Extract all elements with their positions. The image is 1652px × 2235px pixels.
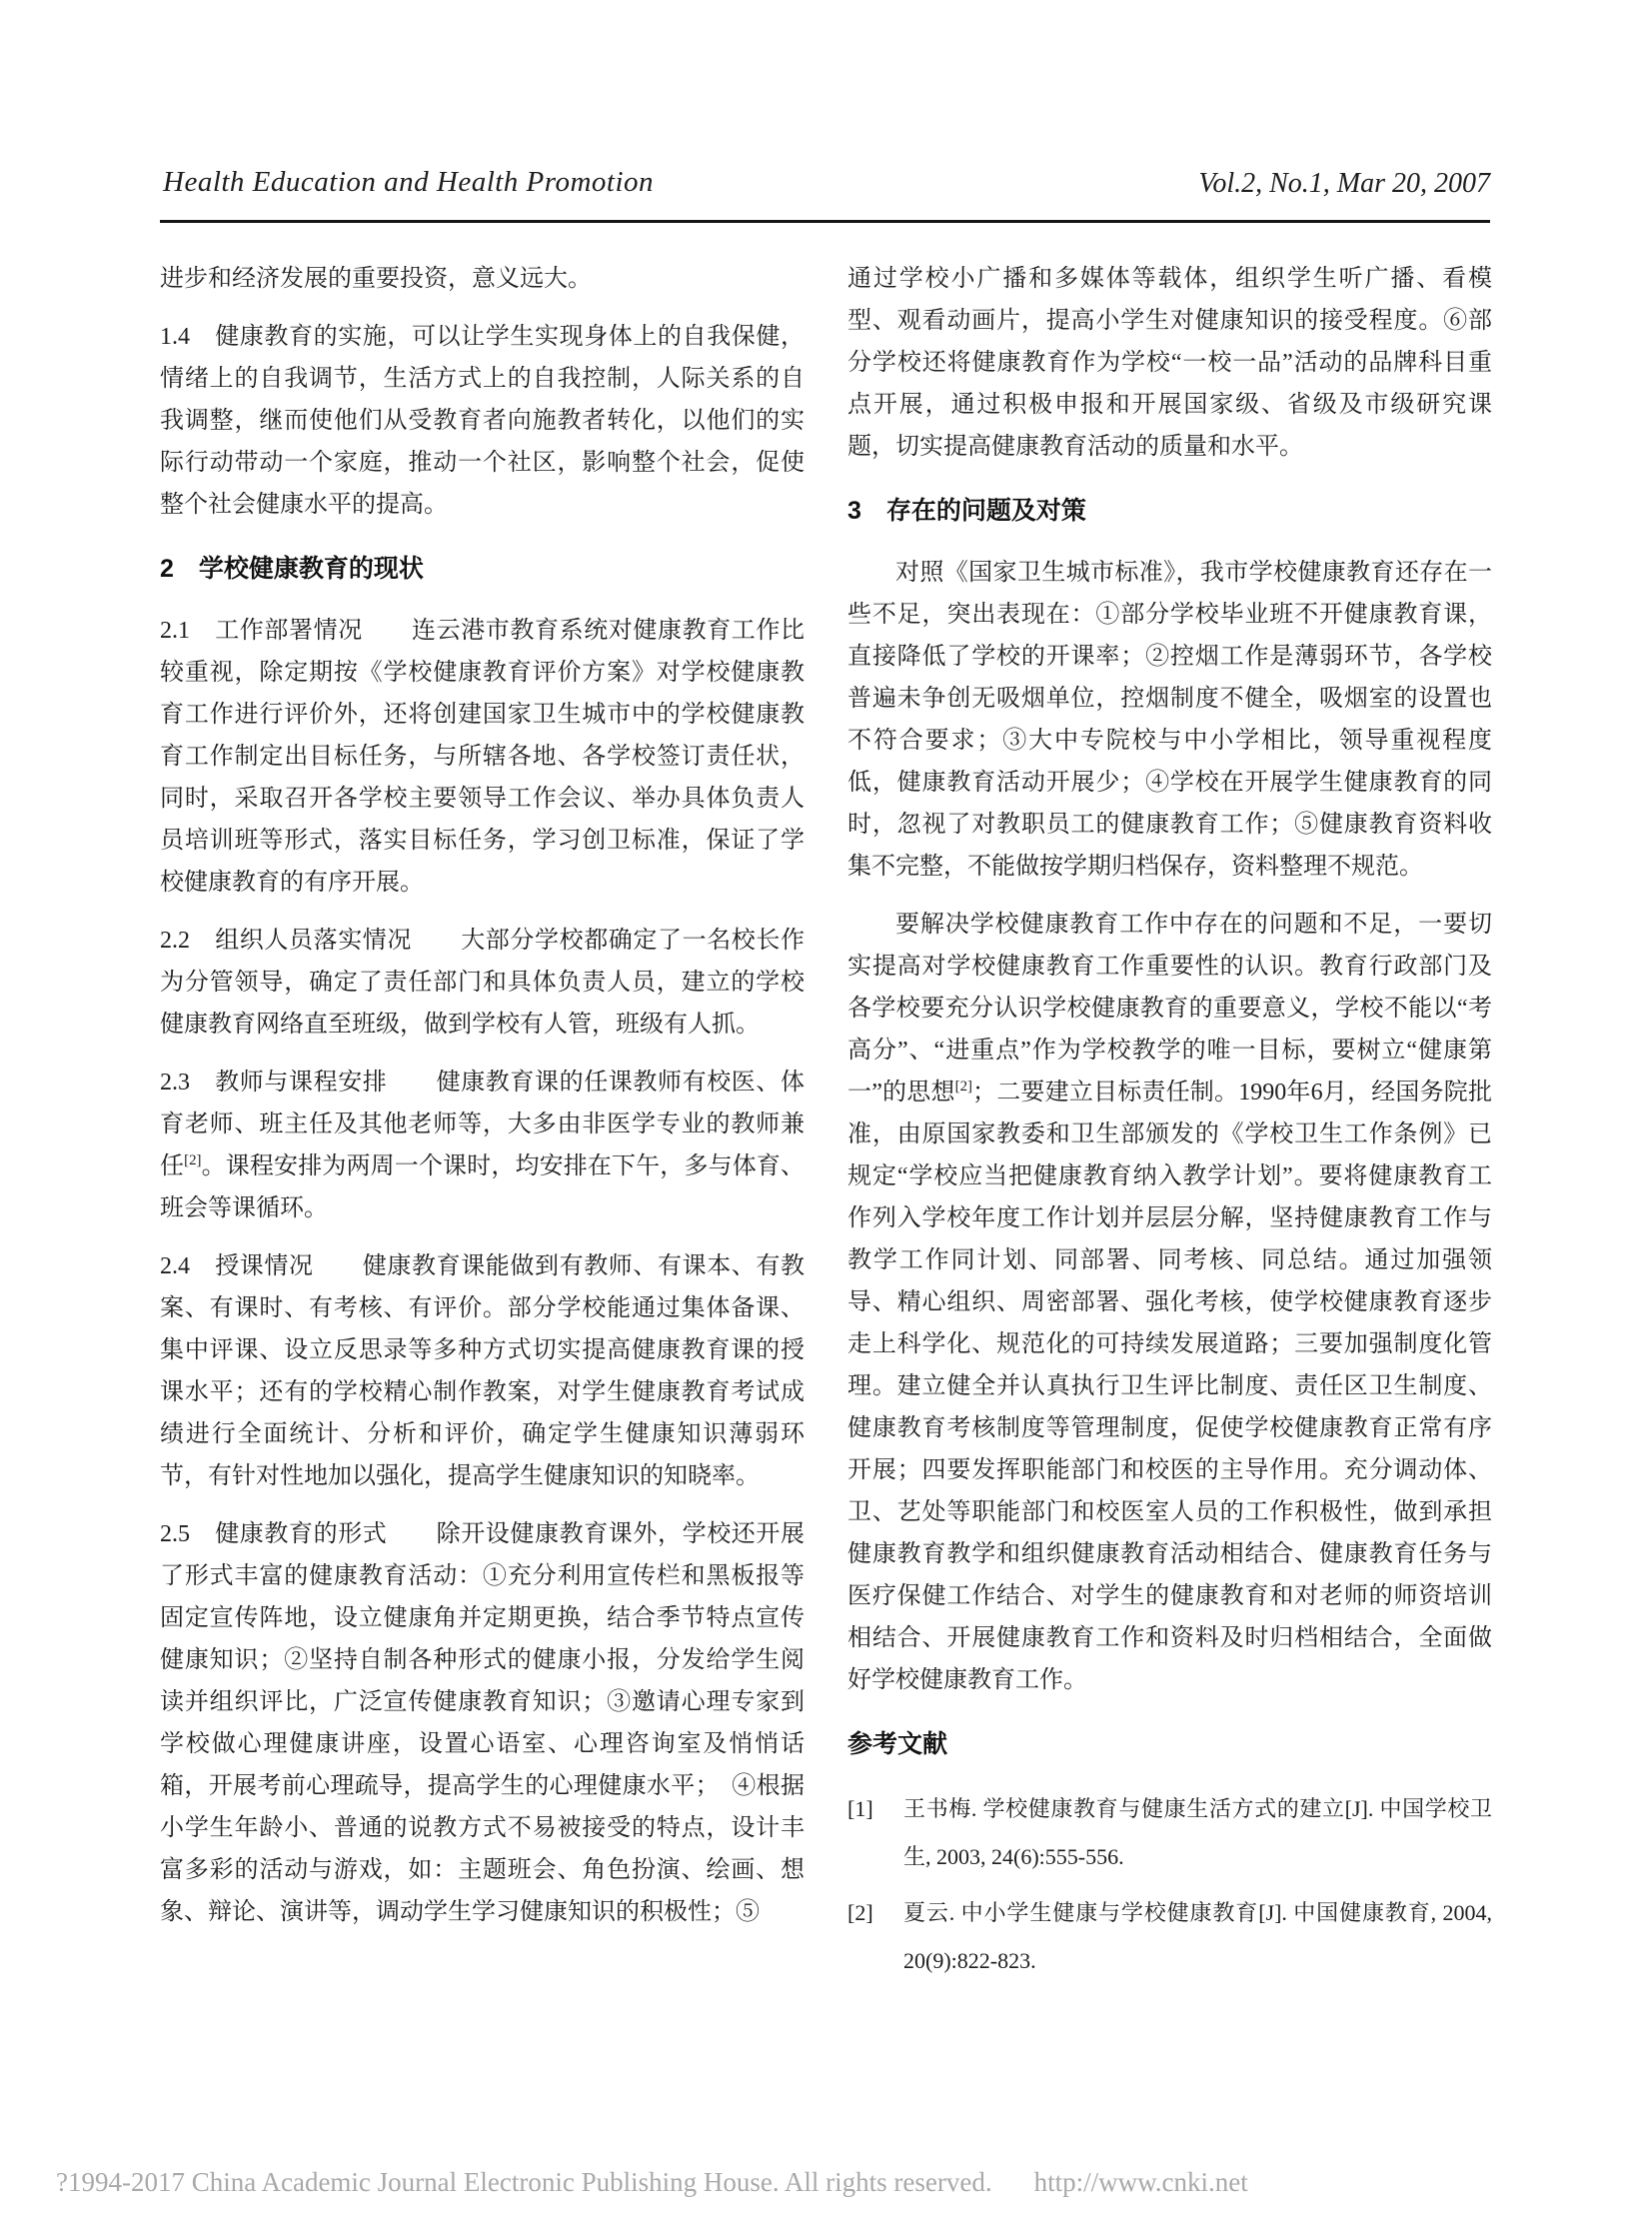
right-column [847, 258, 1492, 1993]
reference-marker: [1] [847, 1796, 873, 1821]
left-column [160, 258, 805, 1949]
copyright-text: ?1994-2017 China Academic Journal Electronic Publishing House. All rights reserved. [56, 2167, 992, 2197]
paragraph-carryover: 进步和经济发展的重要投资，意义远大。 [160, 266, 592, 292]
header-divider [160, 220, 1490, 223]
paragraph-1-4: 1.4 健康教育的实施，可以让学生实现身体上的自我保健，情绪上的自我调节，生活方式上的自我控制，人际关系的自我调整，继而使他们从受教育者向施教者转化，以他们的实际行动带动一个家庭，推动一个社区，影响整个社会，促使整个社会健康水平的提高。 [160, 324, 805, 518]
paragraph-2-1: 2.1 工作部署情况 连云港市教育系统对健康教育工作比较重视，除定期按《学校健康教育评价方案》对学校健康教育工作进行评价外，还将创建国家卫生城市中的学校健康教育工作制定出目标任务，与所辖各地、各学校签订责任状，同时，采取召开各学校主要领导工作会议、举办具体负责人员培训班等形式，落实目标任务，学习创卫标准，保证了学校健康教育的有序开展。 [160, 618, 805, 896]
reference-text: 夏云. 中小学生健康与学校健康教育[J]. 中国健康教育, 2004, 20(9):822-823. [903, 1900, 1492, 1973]
reference-item-1 [847, 1785, 1492, 1881]
paragraph-2-2: 2.2 组织人员落实情况 大部分学校都确定了一名校长作为分管领导，确定了责任部门和具体负责人员，建立的学校健康教育网络直至班级，做到学校有人管，班级有人抓。 [160, 928, 805, 1038]
reference-text: 王书梅. 学校健康教育与健康生活方式的建立[J]. 中国学校卫生, 2003, 24(6):555-556. [903, 1796, 1492, 1869]
reference-marker: [2] [847, 1900, 873, 1925]
journal-title: Health Education and Health Promotion [163, 166, 655, 198]
paragraph-2-3: 2.3 教师与课程安排 健康教育课的任课教师有校医、体育老师、班主任及其他老师等，大多由非医学专业的教师兼任[2]。课程安排为两周一个课时，均安排在下午，多与体育、班会等课循环。 [160, 1070, 805, 1221]
section-heading-2: 2 学校健康教育的现状 [160, 555, 424, 583]
issue-info: Vol.2, No.1, Mar 20, 2007 [1198, 168, 1490, 199]
section-heading-3: 3 存在的问题及对策 [847, 497, 1086, 525]
footer-url: http://www.cnki.net [1033, 2167, 1248, 2197]
paragraph-3-measures: 要解决学校健康教育工作中存在的问题和不足，一要切实提高对学校健康教育工作重要性的认识。教育行政部门及各学校要充分认识学校健康教育的重要意义，学校不能以“考高分”、“进重点”作为学校教学的唯一目标，要树立“健康第一”的思想[2]；二要建立目标责任制。1990年6月，经国务院批准，由原国家教委和卫生部颁发的《学校卫生工作条例》已规定“学校应当把健康教育纳入教学计划”。要将健康教育工作列入学校年度工作计划并层层分解，坚持健康教育工作与教学工作同计划、同部署、同考核、同总结。通过加强领导、精心组织、周密部署、强化考核，使学校健康教育逐步走上科学化、规范化的可持续发展道路；三要加强制度化管理。建立健全并认真执行卫生评比制度、责任区卫生制度、健康教育考核制度等管理制度，促使学校健康教育正常有序开展；四要发挥职能部门和校医的主导作用。充分调动体、卫、艺处等职能部门和校医室人员的工作积极性，做到承担健康教育教学和组织健康教育活动相结合、健康教育任务与医疗保健工作结合、对学生的健康教育和对老师的师资培训相结合、开展健康教育工作和资料及时归档相结合，全面做好学校健康教育工作。 [847, 912, 1493, 1693]
footer [56, 2167, 1248, 2198]
reference-list [847, 1785, 1492, 1985]
reference-item-2 [847, 1889, 1492, 1985]
references-heading: 参考文献 [847, 1730, 948, 1758]
paragraph-2-5: 2.5 健康教育的形式 除开设健康教育课外，学校还开展了形式丰富的健康教育活动：①充分利用宣传栏和黑板报等固定宣传阵地，设立健康角并定期更换，结合季节特点宣传健康知识；②坚持自制各种形式的健康小报，分发给学生阅读并组织评比，广泛宣传健康教育知识；③邀请心理专家到学校做心理健康讲座，设置心语室、心理咨询室及悄悄话箱，开展考前心理疏导，提高学生的心理健康水平； ④根据小学生年龄小、普通的说教方式不易被接受的特点，设计丰富多彩的活动与游戏，如：主题班会、角色扮演、绘画、想象、辩论、演讲等，调动学生学习健康知识的积极性；⑤ [160, 1521, 805, 1925]
paragraph-3-problems: 对照《国家卫生城市标准》，我市学校健康教育还存在一些不足，突出表现在：①部分学校毕业班不开健康教育课，直接降低了学校的开课率；②控烟工作是薄弱环节，各学校普遍未争创无吸烟单位，控烟制度不健全，吸烟室的设置也不符合要求；③大中专院校与中小学相比，领导重视程度低，健康教育活动开展少；④学校在开展学生健康教育的同时，忽视了对教职员工的健康教育工作；⑤健康教育资料收集不完整，不能做按学期归档保存，资料整理不规范。 [847, 560, 1492, 880]
paragraph-carryover-right: 通过学校小广播和多媒体等载体，组织学生听广播、看模型、观看动画片，提高小学生对健康知识的接受程度。⑥部分学校还将健康教育作为学校“一校一品”活动的品牌科目重点开展，通过积极申报和开展国家级、省级及市级研究课题，切实提高健康教育活动的质量和水平。 [847, 266, 1492, 460]
paragraph-2-4: 2.4 授课情况 健康教育课能做到有教师、有课本、有教案、有课时、有考核、有评价。部分学校能通过集体备课、集中评课、设立反思录等多种方式切实提高健康教育课的授课水平；还有的学校精心制作教案，对学生健康教育考试成绩进行全面统计、分析和评价，确定学生健康知识薄弱环节，有针对性地加以强化，提高学生健康知识的知晓率。 [160, 1253, 805, 1489]
